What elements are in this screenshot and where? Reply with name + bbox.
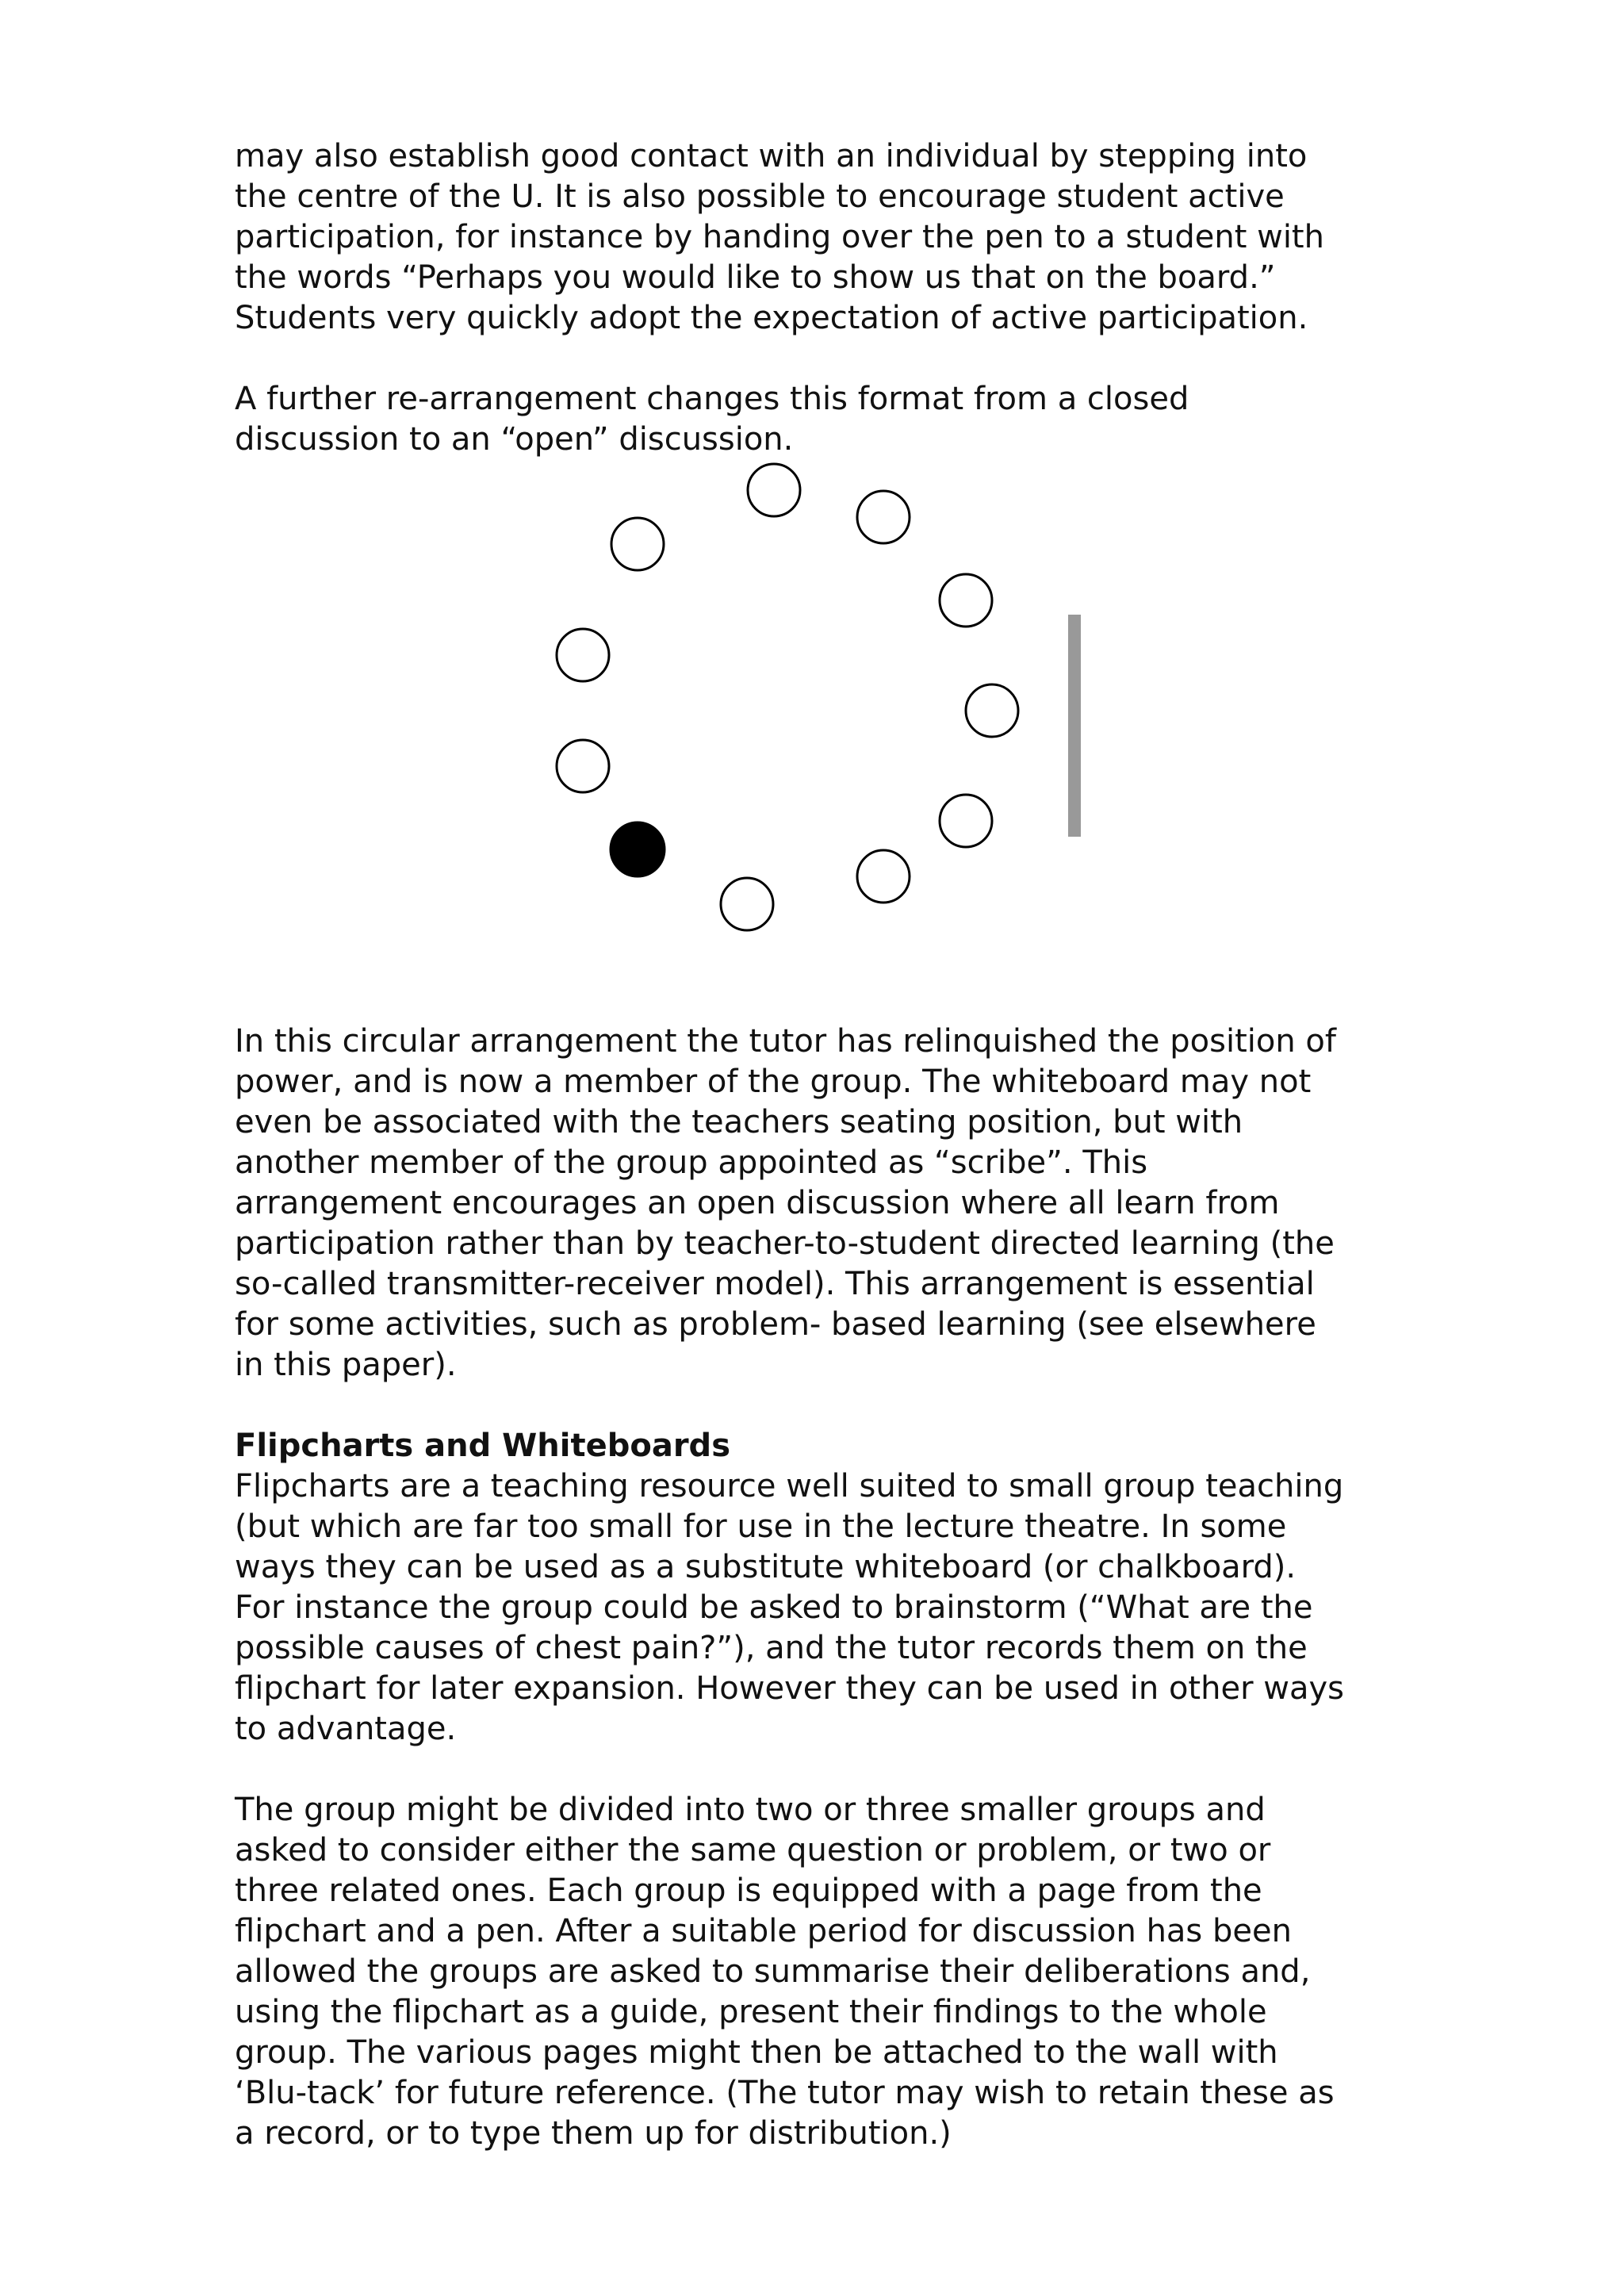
seat-top-left bbox=[611, 518, 664, 570]
paragraph-flipcharts: Flipcharts are a teaching resource well suited to small group teaching (but which are far too small for use in the lecture theatre. In some ways they can be used as a substitute whiteboard (or chalkboard). For instance the group could be asked to brainstorm (“What are the possible causes of chest pain?”), and the tutor records them on the flipchart for later expansion. However they can be used in other ways to advantage. bbox=[235, 1468, 1344, 1747]
seat-bottom-right bbox=[857, 850, 910, 903]
paragraph-gap bbox=[235, 1386, 1424, 1426]
bottom-text-block bbox=[235, 1022, 1424, 2154]
paragraph-groups: The group might be divided into two or three smaller groups and asked to consider either the same question or problem, or two or three related ones. Each group is equipped with a page from the flipchart and a pen. After a suitable period for discussion has been allowed the groups are asked to summarise their deliberations and, using the flipchart as a guide, present their findings to the whole group. The various pages might then be attached to the wall with ‘Blu-tack’ for future reference. (The tutor may wish to retain these as a record, or to type them up for distribution.) bbox=[235, 1792, 1335, 2152]
paragraph-u-shape: may also establish good contact with an individual by stepping into the centre of the U. It is also possible to encourage student active participation, for instance by handing over the pen to a student with the words “Perhaps you would like to show us that on the board.” Students very quickly adopt the expectation of active participation. bbox=[235, 138, 1324, 336]
seat-top-center bbox=[748, 464, 800, 516]
seat-right-lower bbox=[940, 795, 992, 847]
whiteboard bbox=[1068, 615, 1081, 837]
paragraph-open-discussion: A further re-arrangement changes this format from a closed discussion to an “open” discussion. bbox=[235, 381, 1189, 458]
tutor-seat bbox=[611, 822, 665, 876]
seat-bottom-center bbox=[721, 878, 773, 930]
paragraph-gap bbox=[235, 339, 1424, 379]
paragraph-gap bbox=[235, 1750, 1424, 1790]
seat-left-upper bbox=[557, 629, 609, 681]
seat-right-middle bbox=[966, 684, 1018, 737]
paragraph-circular-arrangement: In this circular arrangement the tutor has relinquished the position of power, and is now a member of the group. The whiteboard may not even be associated with the teachers seating position, but with another member of the group appointed as “scribe”. This arrangement encourages an open discussion where all learn from participation rather than by teacher-to-student directed learning (the so-called transmitter-receiver model). This arrangement is essential for some activities, such as problem- based learning (see elsewhere in this paper). bbox=[235, 1023, 1336, 1383]
section-heading: Flipcharts and Whiteboards bbox=[235, 1428, 730, 1464]
seat-left-lower bbox=[557, 740, 609, 792]
seat-top-right bbox=[857, 491, 910, 543]
seat-right-upper bbox=[940, 574, 992, 627]
top-text-block bbox=[235, 136, 1424, 460]
